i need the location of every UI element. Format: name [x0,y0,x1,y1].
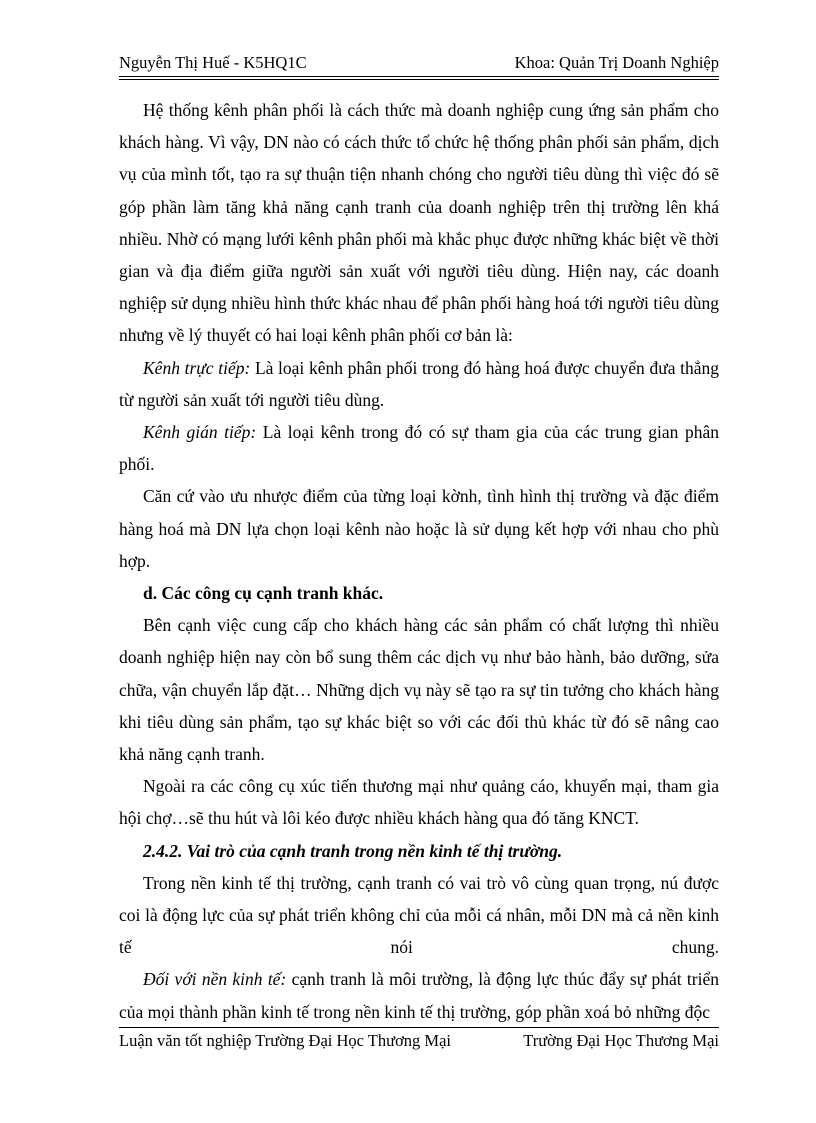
economy-text: cạnh tranh là môi trường, là động lực thúc đẩy sự phát triển của mọi thành phần kinh tế trong nền kinh tế thị trường, góp phần xoá bỏ những độc [119,969,719,1022]
heading-other-tools: d. Các công cụ cạnh tranh khác. [143,583,384,604]
header-divider [119,79,719,80]
heading-role-of-competition: 2.4.2. Vai trò của cạnh tranh trong nền kinh tế thị trường. [143,840,563,861]
paragraph-trade-promotion: Ngoài ra các công cụ xúc tiến thương mại như quảng cáo, khuyến mại, tham gia hội chợ…sẽ thu hút và lôi kéo được nhiều khách hàng qua đó tăng KNCT. [119,776,719,829]
paragraph-direct-channel [119,352,719,416]
footer-divider [119,1027,719,1028]
paragraph-channel-choice: Căn cứ vào ưu nhược điểm của từng loại kờnh, tình hình thị trường và đặc điểm hàng hoá mà DN lựa chọn loại kênh nào hoặc là sử dụng kết hợp với nhau cho phù hợp. [119,486,719,571]
indirect-channel-text: Là loại kênh trong đó có sự tham gia của các trung gian phân phối. [119,422,719,475]
paragraph-services: Bên cạnh việc cung cấp cho khách hàng các sản phẩm có chất lượng thì nhiều doanh nghiệp hiện nay còn bổ sung thêm các dịch vụ như bảo hành, bảo dưỡng, sửa chữa, vận chuyển lắp đặt… Những dịch vụ này sẽ tạo ra sự tin tưởng cho khách hàng khi tiêu dùng sản phẩm, tạo sự khác biệt so với các đối thủ khác từ đó sẽ nâng cao khả năng cạnh tranh. [119,615,719,765]
page-header [119,50,719,77]
footer-university: Trường Đại Học Thương Mại [523,1031,719,1050]
paragraph-economy [119,963,719,1027]
indirect-channel-label: Kênh gián tiếp: [143,422,257,443]
direct-channel-label: Kênh trực tiếp: [143,357,251,378]
direct-channel-text: Là loại kênh phân phối trong đó hàng hoá được chuyển đưa thẳng từ người sản xuất tới người tiêu dùng. [119,357,719,410]
page-body [119,94,719,1028]
paragraph-indirect-channel [119,416,719,480]
economy-label: Đối với nền kinh tế: [143,969,287,990]
paragraph-role-of-competition: Trong nền kinh tế thị trường, cạnh tranh có vai trò vô cùng quan trọng, nú được coi là động lực của sự phát triển không chỉ của mỗi cá nhân, mỗi DN mà cả nền kinh tế nói chung. [119,872,719,958]
footer-thesis: Luận văn tốt nghiệp Trường Đại Học Thương Mại [119,1031,452,1050]
header-author: Nguyễn Thị Huế - K5HQ1C [119,53,307,72]
header-faculty: Khoa: Quản Trị Doanh Nghiệp [514,53,719,72]
paragraph-distribution-channels: Hệ thống kênh phân phối là cách thức mà doanh nghiệp cung ứng sản phẩm cho khách hàng. Vì vậy, DN nào có cách thức tổ chức hệ thống phân phối sản phẩm, dịch vụ của mình tốt, tạo ra sự thuận tiện nhanh chóng cho người tiêu dùng thì việc đó sẽ góp phần làm tăng khả năng cạnh tranh của doanh nghiệp trên thị trường lên khá nhiều. Nhờ có mạng lưới kênh phân phối mà khắc phục được những khác biệt về thời gian và địa điểm giữa người sản xuất với người tiêu dùng. Hiện nay, các doanh nghiệp sử dụng nhiều hình thức khác nhau để phân phối hàng hoá tới người tiêu dùng nhưng về lý thuyết có hai loại kênh phân phối cơ bản là: [119,100,719,346]
